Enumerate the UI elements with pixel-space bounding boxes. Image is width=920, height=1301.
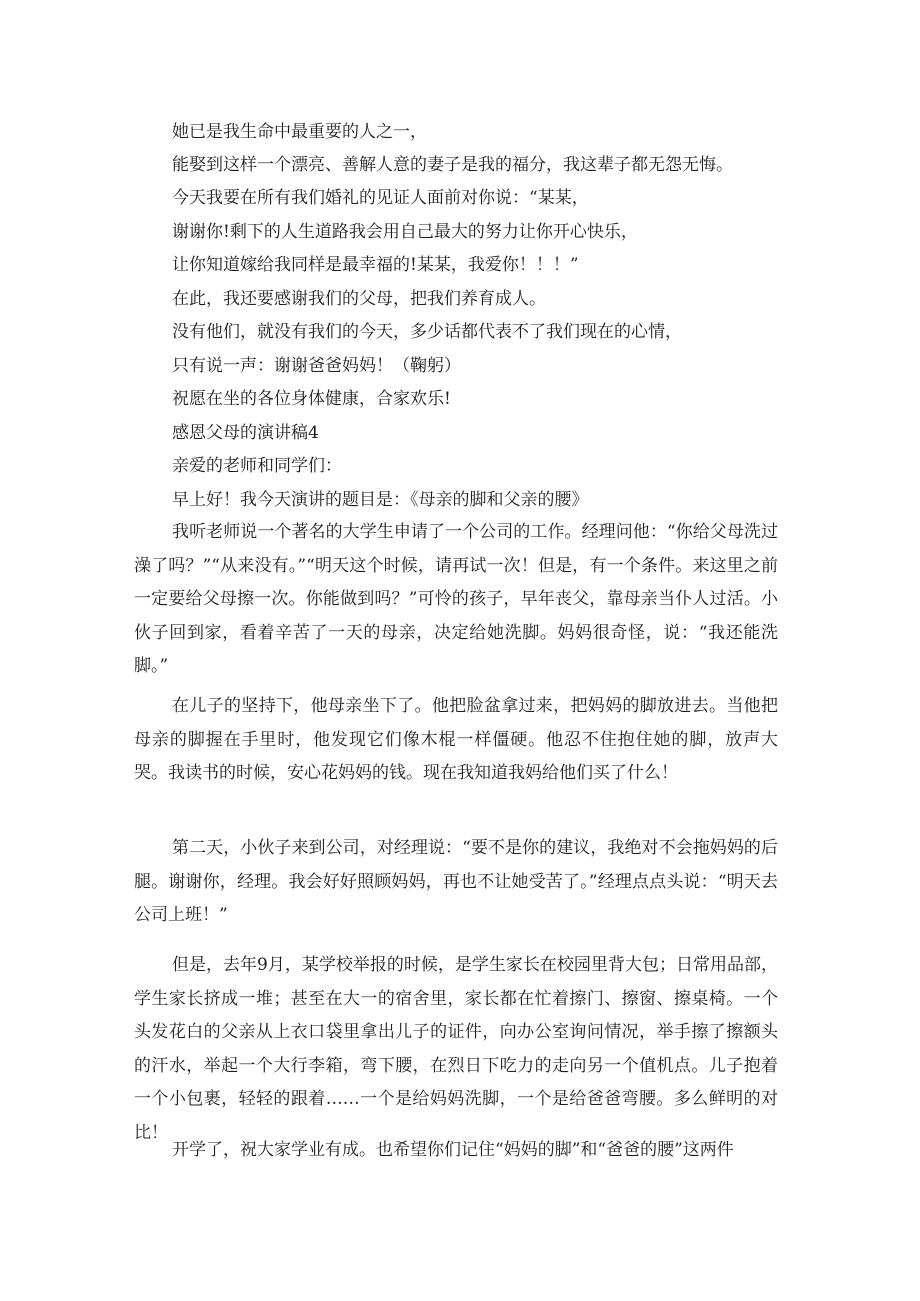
text-line: 谢谢你!剩下的人生道路我会用自己最大的努力让你开心快乐， bbox=[172, 222, 638, 242]
section-heading: 感恩父母的演讲稿4 bbox=[172, 423, 319, 443]
text-line: 她已是我生命中最重要的人之一， bbox=[172, 122, 427, 142]
text-line: 只有说一声：谢谢爸爸妈妈！（鞠躬） bbox=[172, 356, 461, 376]
body-paragraph: 我听老师说一个著名的大学生申请了一个公司的工作。经理问他：“你给父母洗过澡了吗？”“从来没有。”“明天这个时候，请再试一次！但是，有一个条件。来这里之前一定要给父母擦一次。你能做到吗？”可怜的孩子，早年丧父，靠母亲当仆人过活。小伙子回到家，看着辛苦了一天的母亲，决定给她洗脚。妈妈很奇怪，说：“我还能洗脚。” bbox=[134, 522, 778, 676]
salutation: 亲爱的老师和同学们： bbox=[172, 456, 342, 476]
text-line: 祝愿在坐的各位身体健康，合家欢乐! bbox=[172, 389, 451, 409]
body-paragraph: 开学了，祝大家学业有成。也希望你们记住“妈妈的脚”和“爸爸的腰”这两件 bbox=[172, 1140, 734, 1160]
text-line: 能娶到这样一个漂亮、善解人意的妻子是我的福分，我这辈子都无怨无悔。 bbox=[172, 155, 733, 175]
text-line: 让你知道嫁给我同样是最幸福的!某某，我爱你！！！” bbox=[172, 255, 579, 275]
text-line: 今天我要在所有我们婚礼的见证人面前对你说：“某某， bbox=[172, 188, 589, 208]
body-paragraph: 但是，去年9月，某学校举报的时候，是学生家长在校园里背大包；日常用品部，学生家长挤成一堆；甚至在大一的宿舍里，家长都在忙着擦门、擦窗、擦桌椅。一个头发花白的父亲从上衣口袋里拿出儿子的证件，向办公室询问情况，举手擦了擦额头的汗水，举起一个大行李箱，弯下腰，在烈日下吃力的走向另一个值机点。儿子抱着一个小包裹，轻轻的跟着……一个是给妈妈洗脚，一个是给爸爸弯腰。多么鲜明的对比！ bbox=[134, 955, 778, 1143]
body-paragraph: 第二天，小伙子来到公司，对经理说：“要不是你的建议，我绝对不会拖妈妈的后腿。谢谢你，经理。我会好好照顾妈妈，再也不让她受苦了。”经理点点头说：“明天去公司上班！” bbox=[134, 838, 778, 925]
body-paragraph: 在儿子的坚持下，他母亲坐下了。他把脸盆拿过来，把妈妈的脚放进去。当他把母亲的脚握在手里时，他发现它们像木棍一样僵硬。他忍不住抱住她的脚，放声大哭。我读书的时候，安心花妈妈的钱。现在我知道我妈给他们买了什么！ bbox=[134, 696, 778, 783]
text-line: 没有他们，就没有我们的今天，多少话都代表不了我们现在的心情， bbox=[172, 322, 682, 342]
text-line: 在此，我还要感谢我们的父母，把我们养育成人。 bbox=[172, 289, 546, 309]
speech-title-line: 早上好！我今天演讲的题目是：《母亲的脚和父亲的腰》 bbox=[172, 490, 589, 510]
